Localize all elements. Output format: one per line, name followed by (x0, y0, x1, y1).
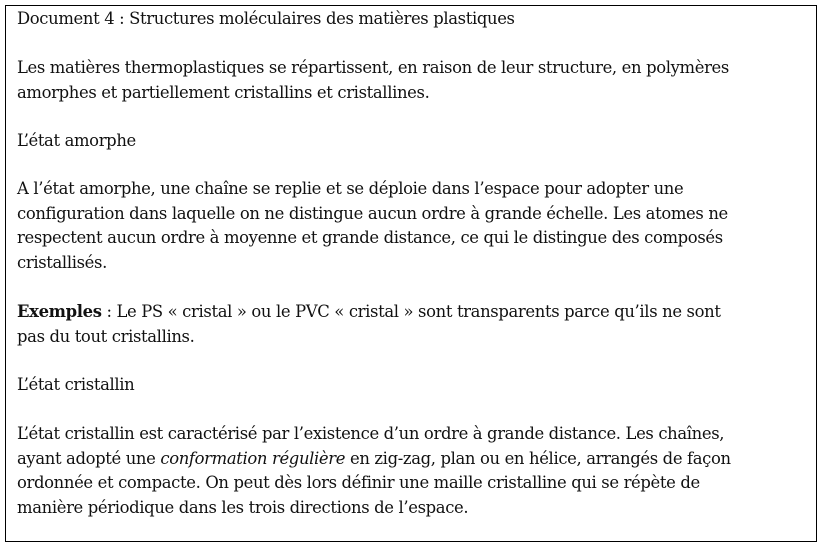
cristallin-paragraph (17, 422, 810, 520)
intro-paragraph (17, 56, 810, 105)
examples-label: Exemples (17, 302, 102, 321)
amorphe-line: A l’état amorphe, une chaîne se replie et se déploie dans l’espace pour adopter une (17, 179, 684, 198)
examples-paragraph (17, 300, 810, 349)
document-title: Document 4 : Structures moléculaires des matières plastiques (17, 9, 515, 28)
heading-cristallin: L’état cristallin (17, 375, 135, 394)
cristallin-line: ordonnée et compacte. On peut dès lors définir une maille cristalline qui se répète de (17, 473, 700, 492)
cristallin-text: ayant adopté une (17, 448, 161, 468)
amorphe-line: respectent aucun ordre à moyenne et grande distance, ce qui le distingue des composés (17, 228, 723, 247)
cristallin-text: en zig-zag, plan ou en hélice, arrangés de façon (345, 448, 731, 468)
amorphe-line: configuration dans laquelle on ne distingue aucun ordre à grande échelle. Les atomes ne (17, 203, 728, 223)
cristallin-line: L’état cristallin est caractérisé par l’existence d’un ordre à grande distance. Les chaînes, (17, 424, 725, 443)
amorphe-line: cristallisés. (17, 252, 107, 272)
cristallin-line: manière périodique dans les trois directions de l’espace. (17, 497, 469, 517)
examples-text: : Le PS « cristal » ou le PVC « cristal » sont transparents parce qu’ils ne sont (101, 302, 721, 321)
document-box (5, 5, 817, 542)
intro-line: Les matières thermoplastiques se répartissent, en raison de leur structure, en polymères (17, 58, 729, 77)
examples-text: pas du tout cristallins. (17, 326, 195, 346)
heading-amorphe: L’état amorphe (17, 131, 136, 150)
cristallin-italic-term: conformation régulière (160, 448, 346, 468)
intro-line: amorphes et partiellement cristallins et cristallines. (17, 82, 430, 102)
amorphe-paragraph (17, 177, 810, 275)
